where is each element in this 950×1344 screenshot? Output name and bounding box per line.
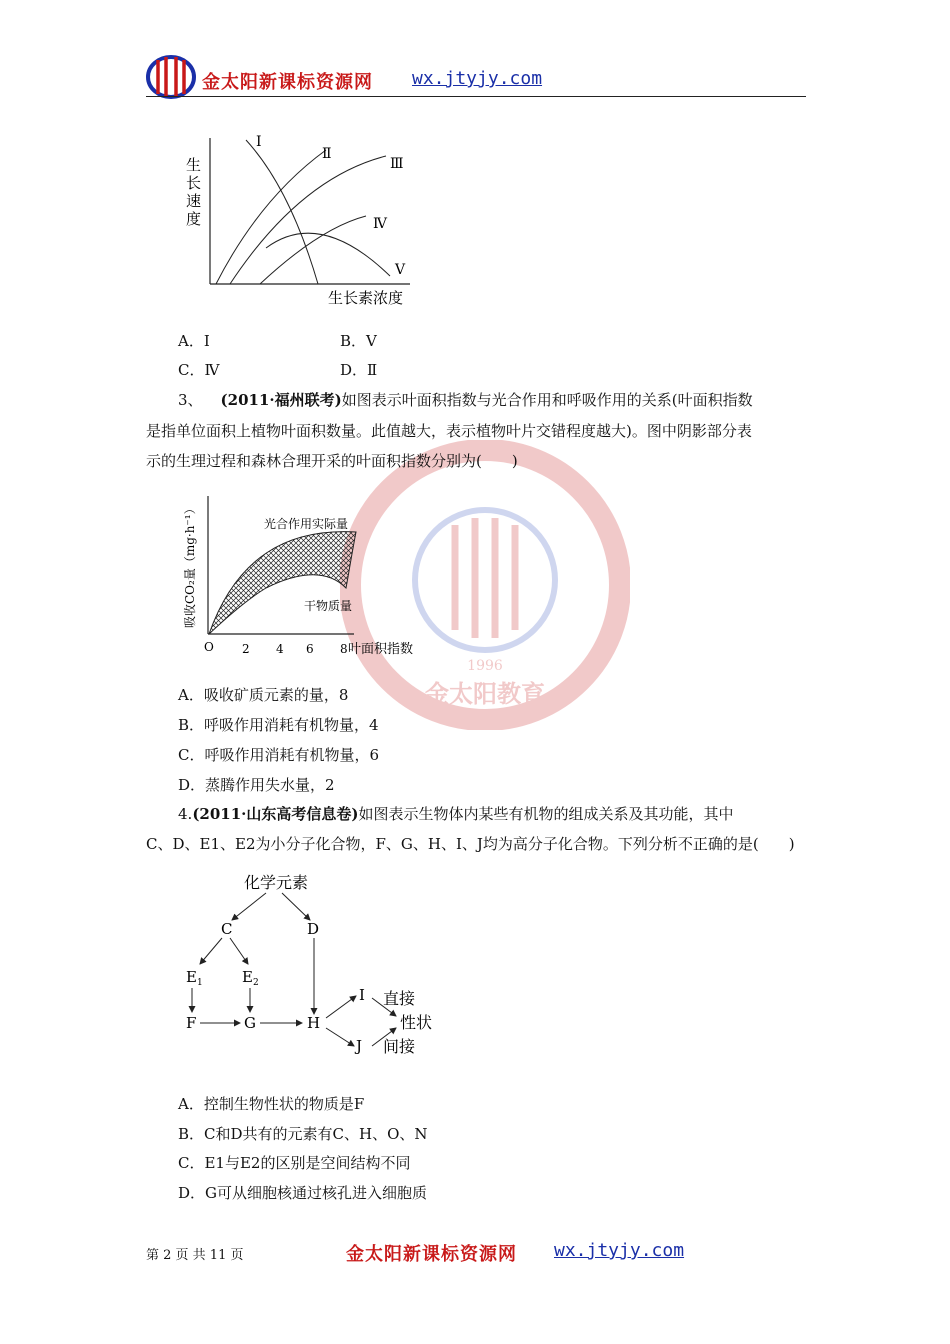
fig3-label-indirect: 间接	[383, 1037, 416, 1056]
footer-page-number: 第 2 页 共 11 页	[146, 1248, 244, 1263]
fig3-node-E2: $E_2$	[242, 968, 259, 988]
fig2-xtick-2: 2	[242, 642, 250, 656]
q3-option-c[interactable]: C．呼吸作用消耗有机物量，6	[178, 746, 380, 764]
fig1-label-V: Ⅴ	[395, 262, 406, 278]
watermark-ring-text: ON RESEARCH INSTITUTE	[365, 470, 604, 591]
footer-brand: 金太阳新课标资源网	[346, 1244, 517, 1265]
q3-option-d[interactable]: D．蒸腾作用失水量，2	[178, 776, 335, 794]
fig3-node-I: I	[359, 986, 365, 1004]
q4-source: (2011·山东高考信息卷)	[192, 805, 359, 823]
fig1-curve-III	[230, 156, 386, 284]
header-url-link[interactable]: wx.jtyjy.com	[412, 68, 543, 89]
q4-option-d[interactable]: D．G可从细胞核通过核孔进入细胞质	[178, 1184, 428, 1202]
fig1-label-I: Ⅰ	[256, 134, 262, 150]
q3-option-b[interactable]: B．呼吸作用消耗有机物量，4	[178, 716, 379, 734]
fig1-xlabel: 生长素浓度	[328, 289, 404, 307]
q3-stem-line1	[178, 390, 753, 410]
logo-icon	[146, 52, 196, 102]
fig3-node-D: D	[307, 920, 320, 938]
fig3-node-C: C	[221, 920, 233, 938]
fig1-label-II: Ⅱ	[322, 146, 332, 162]
q4-stem-line2: C、D、E1、E2为小分子化合物，F、G、H、I、J均为高分子化合物。下列分析不正确的是( )	[146, 835, 795, 853]
q4-option-c[interactable]: C．E1与E2的区别是空间结构不同	[178, 1154, 411, 1172]
fig1-ylabel-2: 长	[186, 174, 202, 192]
q2-option-d[interactable]: D．Ⅱ	[340, 361, 378, 379]
header-brand: 金太阳新课标资源网	[202, 72, 373, 93]
fig1-curve-IV	[260, 216, 366, 284]
q3-source: (2011·福州联考)	[220, 391, 342, 409]
fig2-xlabel: 叶面积指数	[348, 642, 414, 657]
fig3-node-F: F	[186, 1014, 197, 1032]
fig2-shaded-area	[209, 532, 356, 634]
watermark-year: 1996	[467, 658, 503, 674]
fig2-upper-label: 光合作用实际量	[264, 517, 349, 531]
fig2-xtick-8: 8	[340, 642, 348, 656]
q2-option-a[interactable]: A．Ⅰ	[178, 332, 210, 350]
fig1-curve-V	[266, 233, 390, 276]
fig3-node-G: G	[244, 1014, 256, 1032]
footer-url-link[interactable]: wx.jtyjy.com	[554, 1240, 685, 1261]
fig2-xtick-4: 4	[276, 642, 284, 656]
watermark-cn: 金太阳教育	[425, 679, 545, 708]
fig1-label-III: Ⅲ	[390, 156, 404, 172]
fig1-curve-II	[216, 150, 326, 284]
q4-stem-1: 如图表示生物体内某些有机物的组成关系及其功能，其中	[358, 805, 734, 823]
fig3-label-direct: 直接	[383, 989, 416, 1008]
fig3-node-top: 化学元素	[244, 873, 309, 892]
q3-option-a[interactable]: A．吸收矿质元素的量，8	[178, 686, 349, 704]
fig3-node-J: J	[356, 1037, 363, 1055]
fig1-label-IV: Ⅳ	[373, 216, 387, 232]
fig3-label-trait: 性状	[400, 1013, 433, 1032]
q3-stem-1: 如图表示叶面积指数与光合作用和呼吸作用的关系(叶面积指数	[341, 391, 753, 409]
q4-option-b[interactable]: B．C和D共有的元素有C、H、O、N	[178, 1125, 428, 1143]
q4-stem-line1	[178, 804, 734, 824]
fig3-node-E1: $E_1$	[186, 968, 203, 988]
q4-number: 4.	[178, 805, 193, 823]
fig1-ylabel-3: 速	[186, 192, 202, 210]
fig2-leaf-area-chart	[176, 488, 436, 658]
q3-stem-line3: 示的生理过程和森林合理开采的叶面积指数分别为( )	[146, 452, 518, 470]
fig2-lower-label: 干物质量	[304, 599, 353, 613]
fig1-ylabel-4: 度	[186, 210, 202, 228]
header-divider	[146, 96, 806, 97]
fig2-xtick-6: 6	[306, 642, 314, 656]
q4-option-a[interactable]: A．控制生物性状的物质是F	[178, 1095, 365, 1113]
q3-stem-line2: 是指单位面积上植物叶面积数量。此值越大，表示植物叶片交错程度越大)。图中阴影部分表	[146, 422, 752, 440]
q2-option-c[interactable]: C．Ⅳ	[178, 361, 220, 379]
fig3-flow-diagram	[176, 868, 456, 1063]
fig1-curve-I	[246, 140, 318, 284]
fig1-ylabel-1: 生	[186, 156, 202, 174]
fig2-origin: O	[204, 640, 214, 654]
fig2-ylabel: 吸收CO₂量（mg·h⁻¹）	[183, 502, 197, 628]
fig3-node-H: H	[307, 1014, 321, 1032]
fig1-growth-chart	[170, 128, 430, 313]
q3-number: 3、	[178, 391, 203, 409]
q2-option-b[interactable]: B．Ⅴ	[340, 332, 377, 350]
